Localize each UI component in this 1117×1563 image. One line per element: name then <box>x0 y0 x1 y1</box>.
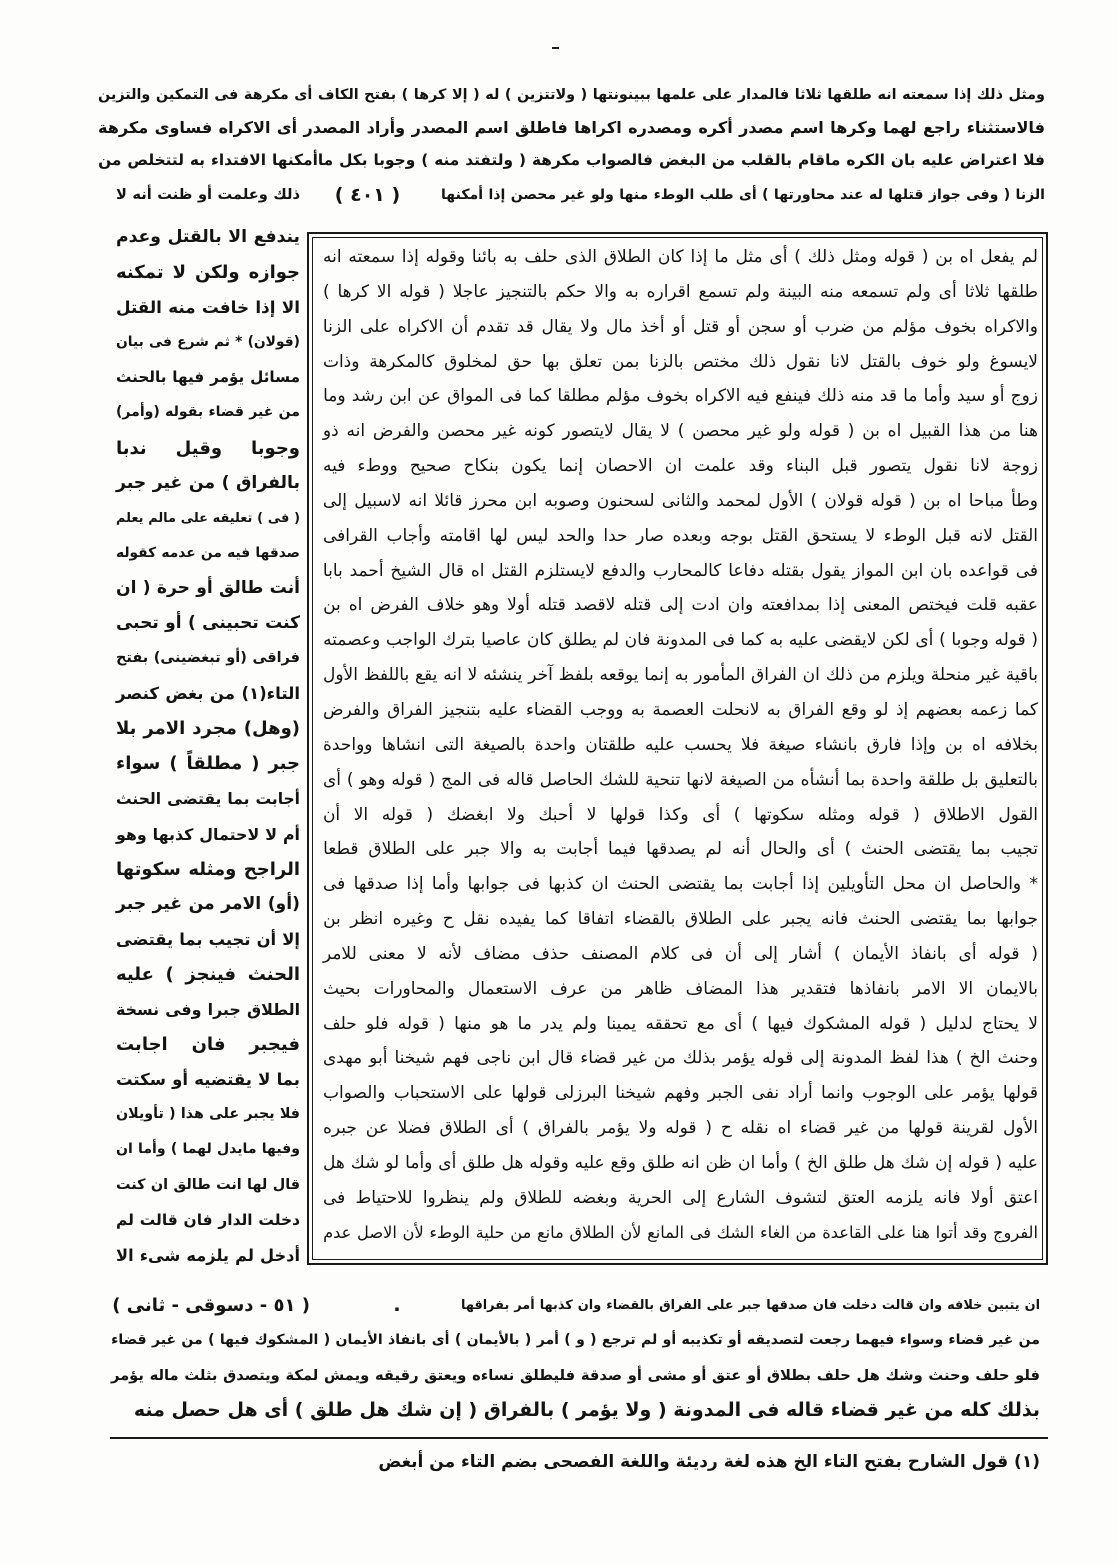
signature-dot: . <box>393 1294 401 1316</box>
margin-column-line: صدقها فيه من عدمه كقوله <box>116 544 300 561</box>
commentary-line: القتل لانه قبل الوطء لا يستحق القتل بوجه وبعده صار حدا والحد ليس لها اقامته وأجاب القرافى <box>322 525 1038 546</box>
commentary-line: لايسوغ ولو خوف بالقتل لانا نقول ذلك مختص بالزنا بمن تعلق بها حق لمخلوق كالمكرهة وذات <box>322 351 1038 372</box>
commentary-line: باقية غير منحلة ويلزم من ذلك ان الفراق المأمور به إنما يوقعه بلفظ آخر ينشئه لا انه يقع باللفظ الأول <box>322 665 1038 686</box>
commentary-line: * والحاصل ان محل التأويلين إذا أجابت بما يقتضى الحنث ان كذبها فى جوابها وأما إذا صدقها فى <box>323 874 1038 895</box>
commentary-line: بالايمان الا الامر بانفاذها فتقدير هذا المضاف ظاهر من عرف الاستعمال والمحاورات بحيث <box>323 978 1038 999</box>
margin-column-line: الحنث فينجز ) عليه <box>116 963 300 985</box>
page-number: ( ٤٠١ ) <box>334 184 401 206</box>
commentary-line: جوابها بما يقتضى الحنث فانه يجبر على الطلاق بالقضاء اتفاقا كما يفيده نقل ح وغيره انظر بن <box>323 909 1038 930</box>
margin-column-line: الراجح ومثله سكوتها <box>116 858 300 880</box>
commentary-line: بالتعليق بل طلقة واحدة بما أنشأه من الصيغة لانها تنحية للشك الحاصل قاله فى المج ( قوله وهو ) أى <box>322 769 1038 790</box>
margin-column-line: جوازه ولكن لا تمكنه <box>116 262 300 284</box>
main-text-line: فالاستثناء راجع لهما وكرها اسم مصدر أكره ومصدره اكراها فاطلق اسم المصدر وأراد المصدر أى الاكراه فساوى مكرهة <box>98 117 1045 137</box>
main-text-line: من غير قضاء وسواء فيهما رجعت لتصديقه أو تكذيبه أو لم ترجع ( و ) أمر ( بالأيمان ) أى بانفاذ الأيمان ( المشكوك فيها ) من غير قضاء <box>111 1332 1040 1348</box>
margin-column-line: كنت تحبينى ) أو تحبى <box>115 613 300 634</box>
commentary-line: ( قوله أى بانفاذ الأيمان ) أشار إلى أن فى كلام المصنف حذف مضاف لأنه لا معنى للامر <box>322 943 1038 964</box>
signature-mark: ( ٥١ - دسوقى - ثانى ) <box>112 1295 310 1316</box>
print-mark <box>552 47 559 49</box>
commentary-line: لم يفعل اه بن ( قوله ومثل ذلك ) أى مثل ما إذا كان الطلاق الذى حلف به بائنا وقوله إذا سمعته انه <box>323 247 1038 267</box>
main-text-line: فلو حلف وحنث وشك هل حلف بطلاق أو عتق أو مشى أو صدقة فليطلق نساءه ويعتق رقيقه ويمش لمكة ويتصدق بثلث ماله يؤمر <box>110 1367 1040 1384</box>
main-text-line: الزنا ( وفى جواز قتلها له عند محاورتها ) أى طلب الوطء منها ولو غير محصن إذا أمكنها <box>441 187 1045 203</box>
commentary-line: لا يحتاج لدليل ( قوله المشكوك فيها ) أى مع تحققه يمينا ولم يدر ما هو منها ( قوله فلو حلف <box>322 1013 1038 1034</box>
margin-column-line: أدخل لم يلزمه شىء الا <box>116 1245 300 1265</box>
main-text-line: بذلك كله من غير قضاء قاله فى المدونة ( ولا يؤمر ) بالفراق ( إن شك هل طلق ) أى هل حصل منه <box>133 1399 1040 1421</box>
margin-column-line: فيجبر فان اجابت <box>116 1034 300 1056</box>
commentary-line: زوج أو سيد وأما ما قد منه ذلك فينفع فيه الاكراه بخوف مؤلم مطلقا كما فى المواق عن ابن رشد وما <box>323 386 1038 407</box>
margin-column-line: فراقى (أو تبغضينى) بفتح <box>116 650 300 667</box>
commentary-line: القول الاطلاق ( قوله ومثله سكوتها ) أى وكذا قولها لا أحبك ولا ابغضك ( قوله الا أن <box>322 804 1038 825</box>
margin-column-line: الطلاق جبرا وفى نسخة <box>116 1000 300 1020</box>
commentary-line: وحنث الخ ) هذا لفظ المدونة إلى قوله يؤمر بذلك من غير قضاء قال ابن ناجى فهم شيخنا أبو مهدى <box>322 1048 1038 1069</box>
main-text-top <box>97 79 1045 177</box>
commentary-line: زوجة لانا نقول يتصور قبل البناء وقد علمت ان الاحصان إنما يكون بنكاح صحيح ووطء فيه <box>323 456 1038 477</box>
margin-column-line: يندفع الا بالقتل وعدم <box>116 227 300 247</box>
commentary-line: وطأ مباحا اه بن ( قوله قولان ) الأول لمحمد والثانى لسحنون وصوبه ابن محرز قائلا انه لاسبيل إلى <box>322 490 1038 511</box>
margin-column-line: من غير قضاء بقوله (وأمر) <box>116 404 300 421</box>
margin-column-line: أنت طالق أو حرة ( ان <box>116 577 300 598</box>
margin-column-line: (قولان) * ثم شرع فى بيان <box>115 334 300 351</box>
margin-column-line: بما لا يقتضيه أو سكتت <box>116 1070 300 1090</box>
main-text-line: ومثل ذلك إذا سمعته انه طلقها ثلاثا فالمدار على علمها ببينونتها ( ولاتتزين ) له ( إلا كرها ) بفتح الكاف أى مكرهة فى التمكين والتزين <box>98 87 1045 103</box>
commentary-line: بخلافه اه بن وإذا فارق بانشاء صيغة فلا يحسب عليه طلقتان واحدة بالصيغة التى انشاها وواحدة <box>323 734 1038 755</box>
margin-column-line: الا إذا خافت منه القتل <box>115 297 300 318</box>
commentary-line: فى قواعده بان ابن المواز يقول بقتله دفاعا كالمحارب والدفع لايستلزم القتل اه قال الشيخ أحمد بابا <box>322 560 1038 581</box>
commentary-line: والاكراه بخوف مؤلم من ضرب أو سجن أو قتل أو أخذ مال ولا يقال قد تقدم أن الاكراه على الزنا <box>322 316 1038 337</box>
commentary-line: كما زعمه بعضهم إذ لو وقع الفراق به لانحلت العصمة به ووجب القضاء عليه بتنجيز الفراق والفرض <box>322 699 1038 720</box>
commentary-text <box>322 240 1038 1250</box>
commentary-line: تجيب بما يقتضى الحنث ) أى والحال أنه لم يصدقها فيما أجابت به والا جبر على الطلاق قطعا <box>323 839 1038 860</box>
margin-column-line: مسائل يؤمر فيها بالحنث <box>116 368 300 387</box>
margin-column-line: وفيها مايدل لهما ) وأما ان <box>116 1141 300 1158</box>
commentary-line: عقبه قلت فيختص المعنى إذا بمدافعته وان ادت إلى قتله لاقصد قتله أولا وهو خلاف الفرض اه بن <box>323 595 1038 616</box>
margin-column <box>115 220 300 1273</box>
footnote-rule <box>110 1437 1048 1439</box>
margin-column-line: أم لا لاحتمال كذبها وهو <box>115 824 300 844</box>
main-text-bottom <box>110 1323 1040 1428</box>
margin-column-line: إلا أن تجيب بما يقتضى <box>115 929 300 949</box>
main-text-line: ان يتبين خلافه وان قالت دخلت فان صدقها جبر على الفراق بالقضاء وان كذبها أمر بفراقها <box>461 1298 1040 1313</box>
commentary-line: ( قوله وجوبا ) أى لكن لايقضى عليه به كما فى المدونة فان لم يطلق كان عاصيا بترك الواجب وعصمته <box>323 630 1038 651</box>
commentary-line: قولها يؤمر على الوجوب وانما أراد نفى الجبر وفهم شيخنا البرزلى قولها على الاستحباب والصواب <box>323 1083 1038 1104</box>
margin-column-line: وجوبا وقيل ندبا <box>116 437 300 459</box>
margin-column-line: (أو) الامر من غير جبر <box>116 893 300 914</box>
margin-column-line: جبر ( مطلقاً ) سواء <box>116 753 300 775</box>
margin-column-line: قال لها انت طالق ان كنت <box>116 1176 300 1193</box>
margin-column-line: (وهل) مجرد الامر بلا <box>116 718 300 740</box>
main-text-line: ذلك وعلمت أو ظنت أنه لا <box>115 186 300 203</box>
commentary-line: الأول لقرينة قولها من غير قضاء اه نقله ح ( قوله ولا يؤمر بالفراق ) أى الطلاق فضلا عن جبره <box>322 1118 1038 1139</box>
margin-column-line: فلا يجبر على هذا ( تأويلان <box>116 1106 300 1123</box>
commentary-line: طلقها ثلاثا أى ولم تسمعه منه البينة ولم تسمع اقراره به والا حكم بالتنجيز عاجلا ( قوله الا كرها ) <box>322 281 1038 302</box>
margin-column-line: بالفراق ) من غير جبر <box>116 472 300 493</box>
margin-column-line: أجابت بما يقتضى الحنث <box>116 789 300 808</box>
margin-column-line: ( فى ) تعليقه على مالم يعلم <box>116 510 300 526</box>
margin-column-line: التاء(١) من بغض كنصر <box>116 684 300 704</box>
commentary-line: هنا من هذا القبيل اه بن ( قوله ولو غير محصن ) لا يقال لايتصور كونه غير محصن والفرض انه ذو <box>322 421 1038 442</box>
main-text-line: فلا اعتراض عليه بان الكره ماقام بالقلب من البغض فالصواب مكرهة ( ولتفتد منه ) وجوبا بكل ماأمكنها الافتداء به لتتخلص من <box>98 151 1045 169</box>
commentary-line: عليه ( قوله إن شك هل طلق الخ ) وأما ان ظن انه طلق وقع عليه وقوله هل طلق أى وأما لو شك هل <box>323 1152 1038 1173</box>
commentary-line: اعتق أولا فانه يلزمه العتق لتشوف الشارع إلى الحرية وبغضه للطلاق ولم ينظروا للاحتياط فى <box>322 1187 1038 1208</box>
margin-column-line: دخلت الدار فان قالت لم <box>116 1210 300 1229</box>
commentary-line: الفروج وقد أتوا هنا على القاعدة من الغاء الشك فى المانع لأن الطلاق مانع من حلية الوطء لأن الاصل عدم <box>323 1222 1038 1242</box>
footnote: (١) قول الشارح بفتح التاء الخ هذه لغة رديئة واللغة الفصحى بضم التاء من أبغض <box>378 1452 1040 1472</box>
